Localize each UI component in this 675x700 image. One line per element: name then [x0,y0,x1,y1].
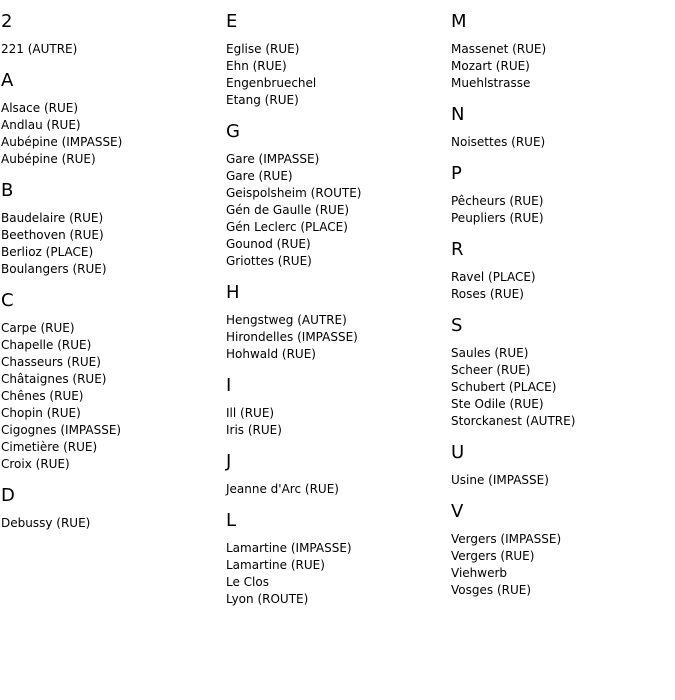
street-link[interactable]: Gén Leclerc (PLACE) [226,220,348,234]
letter-section [1,180,221,278]
street-link[interactable]: Saules (RUE) [451,346,529,360]
street-link[interactable]: Ste Odile (RUE) [451,397,544,411]
street-list [226,312,446,363]
street-link[interactable]: Gare (RUE) [226,169,293,183]
letter-heading: R [451,239,464,260]
street-link[interactable]: Baudelaire (RUE) [1,211,104,225]
street-link[interactable]: Roses (RUE) [451,287,524,301]
letter-heading: I [226,375,232,396]
street-link[interactable]: Viehwerb [451,566,508,580]
letter-heading: U [451,442,465,463]
street-link[interactable]: Chasseurs (RUE) [1,355,101,369]
street-link[interactable]: Chopin (RUE) [1,406,81,420]
street-link[interactable]: Cigognes (IMPASSE) [1,423,122,437]
street-link[interactable]: Griottes (RUE) [226,254,312,268]
street-list [1,515,221,532]
street-link[interactable]: Beethoven (RUE) [1,228,104,242]
street-link[interactable]: Gounod (RUE) [226,237,311,251]
street-link[interactable]: Mozart (RUE) [451,59,530,73]
letter-heading: D [1,485,15,506]
street-link[interactable]: Châtaignes (RUE) [1,372,107,386]
street-link[interactable]: Aubépine (IMPASSE) [1,135,123,149]
street-link[interactable]: Lamartine (RUE) [226,558,325,572]
letter-heading: G [226,121,240,142]
letter-heading: M [451,11,467,32]
letter-heading: J [226,451,232,472]
street-list [226,151,446,270]
street-link[interactable]: Lamartine (IMPASSE) [226,541,352,555]
letter-section [451,442,671,489]
street-link[interactable]: Schubert (PLACE) [451,380,557,394]
street-list [451,193,671,227]
street-link[interactable]: Jeanne d'Arc (RUE) [226,482,339,496]
letter-section [226,451,446,498]
letter-section [226,510,446,608]
letter-section [451,239,671,303]
street-link[interactable]: Chapelle (RUE) [1,338,92,352]
street-link[interactable]: Croix (RUE) [1,457,70,471]
street-link[interactable]: Aubépine (RUE) [1,152,96,166]
letter-heading: A [1,70,14,91]
letter-section [1,11,221,58]
street-link[interactable]: Vergers (RUE) [451,549,535,563]
letter-section [1,485,221,532]
street-list [226,405,446,439]
letter-heading: V [451,501,464,522]
letter-section [226,282,446,363]
street-link[interactable]: Muehlstrasse [451,76,531,90]
street-link[interactable]: 221 (AUTRE) [1,42,78,56]
street-link[interactable]: Alsace (RUE) [1,101,79,115]
street-list [451,269,671,303]
street-link[interactable]: Berlioz (PLACE) [1,245,94,259]
letter-heading: S [451,315,463,336]
street-link[interactable]: Le Clos [226,575,269,589]
street-list [226,41,446,109]
street-list [451,472,671,489]
street-link[interactable]: Boulangers (RUE) [1,262,107,276]
letter-heading: H [226,282,240,303]
street-link[interactable]: Noisettes (RUE) [451,135,546,149]
street-list [1,100,221,168]
street-list [226,481,446,498]
letter-section [1,70,221,168]
letter-heading: N [451,104,465,125]
letter-heading: B [1,180,14,201]
street-list [451,41,671,92]
letter-section [451,315,671,430]
street-link[interactable]: Chênes (RUE) [1,389,84,403]
letter-section [451,11,671,92]
street-list [1,320,221,473]
letter-heading: L [226,510,237,531]
street-link[interactable]: Ravel (PLACE) [451,270,536,284]
street-list [451,134,671,151]
street-link[interactable]: Debussy (RUE) [1,516,91,530]
letter-section [451,104,671,151]
street-link[interactable]: Carpe (RUE) [1,321,75,335]
street-link[interactable]: Andlau (RUE) [1,118,81,132]
street-link[interactable]: Ehn (RUE) [226,59,287,73]
letter-section [451,501,671,599]
street-link[interactable]: Ill (RUE) [226,406,275,420]
street-link[interactable]: Etang (RUE) [226,93,299,107]
street-link[interactable]: Vergers (IMPASSE) [451,532,562,546]
street-link[interactable]: Hengstweg (AUTRE) [226,313,347,327]
street-link[interactable]: Lyon (ROUTE) [226,592,309,606]
street-index-column-1 [1,0,221,544]
street-link[interactable]: Massenet (RUE) [451,42,547,56]
street-link[interactable]: Cimetière (RUE) [1,440,98,454]
street-index-column-3 [451,0,671,611]
street-link[interactable]: Usine (IMPASSE) [451,473,549,487]
street-link[interactable]: Gén de Gaulle (RUE) [226,203,350,217]
letter-heading: E [226,11,238,32]
street-link[interactable]: Pêcheurs (RUE) [451,194,544,208]
street-index-column-2 [226,0,446,620]
street-link[interactable]: Storckanest (AUTRE) [451,414,576,428]
letter-section [451,163,671,227]
letter-section [226,11,446,109]
street-list [1,41,221,58]
street-list [1,210,221,278]
letter-section [226,121,446,270]
street-link[interactable]: Vosges (RUE) [451,583,532,597]
letter-section [226,375,446,439]
letter-heading: 2 [1,11,13,32]
letter-heading: C [1,290,14,311]
street-list [226,540,446,608]
letter-heading: P [451,163,462,184]
street-link[interactable]: Peupliers (RUE) [451,211,544,225]
street-link[interactable]: Iris (RUE) [226,423,282,437]
letter-section [1,290,221,473]
street-link[interactable]: Hohwald (RUE) [226,347,316,361]
street-list [451,345,671,430]
street-link[interactable]: Hirondelles (IMPASSE) [226,330,358,344]
street-list [451,531,671,599]
street-link[interactable]: Engenbruechel [226,76,317,90]
street-link[interactable]: Eglise (RUE) [226,42,300,56]
street-link[interactable]: Gare (IMPASSE) [226,152,320,166]
street-link[interactable]: Geispolsheim (ROUTE) [226,186,362,200]
street-link[interactable]: Scheer (RUE) [451,363,531,377]
